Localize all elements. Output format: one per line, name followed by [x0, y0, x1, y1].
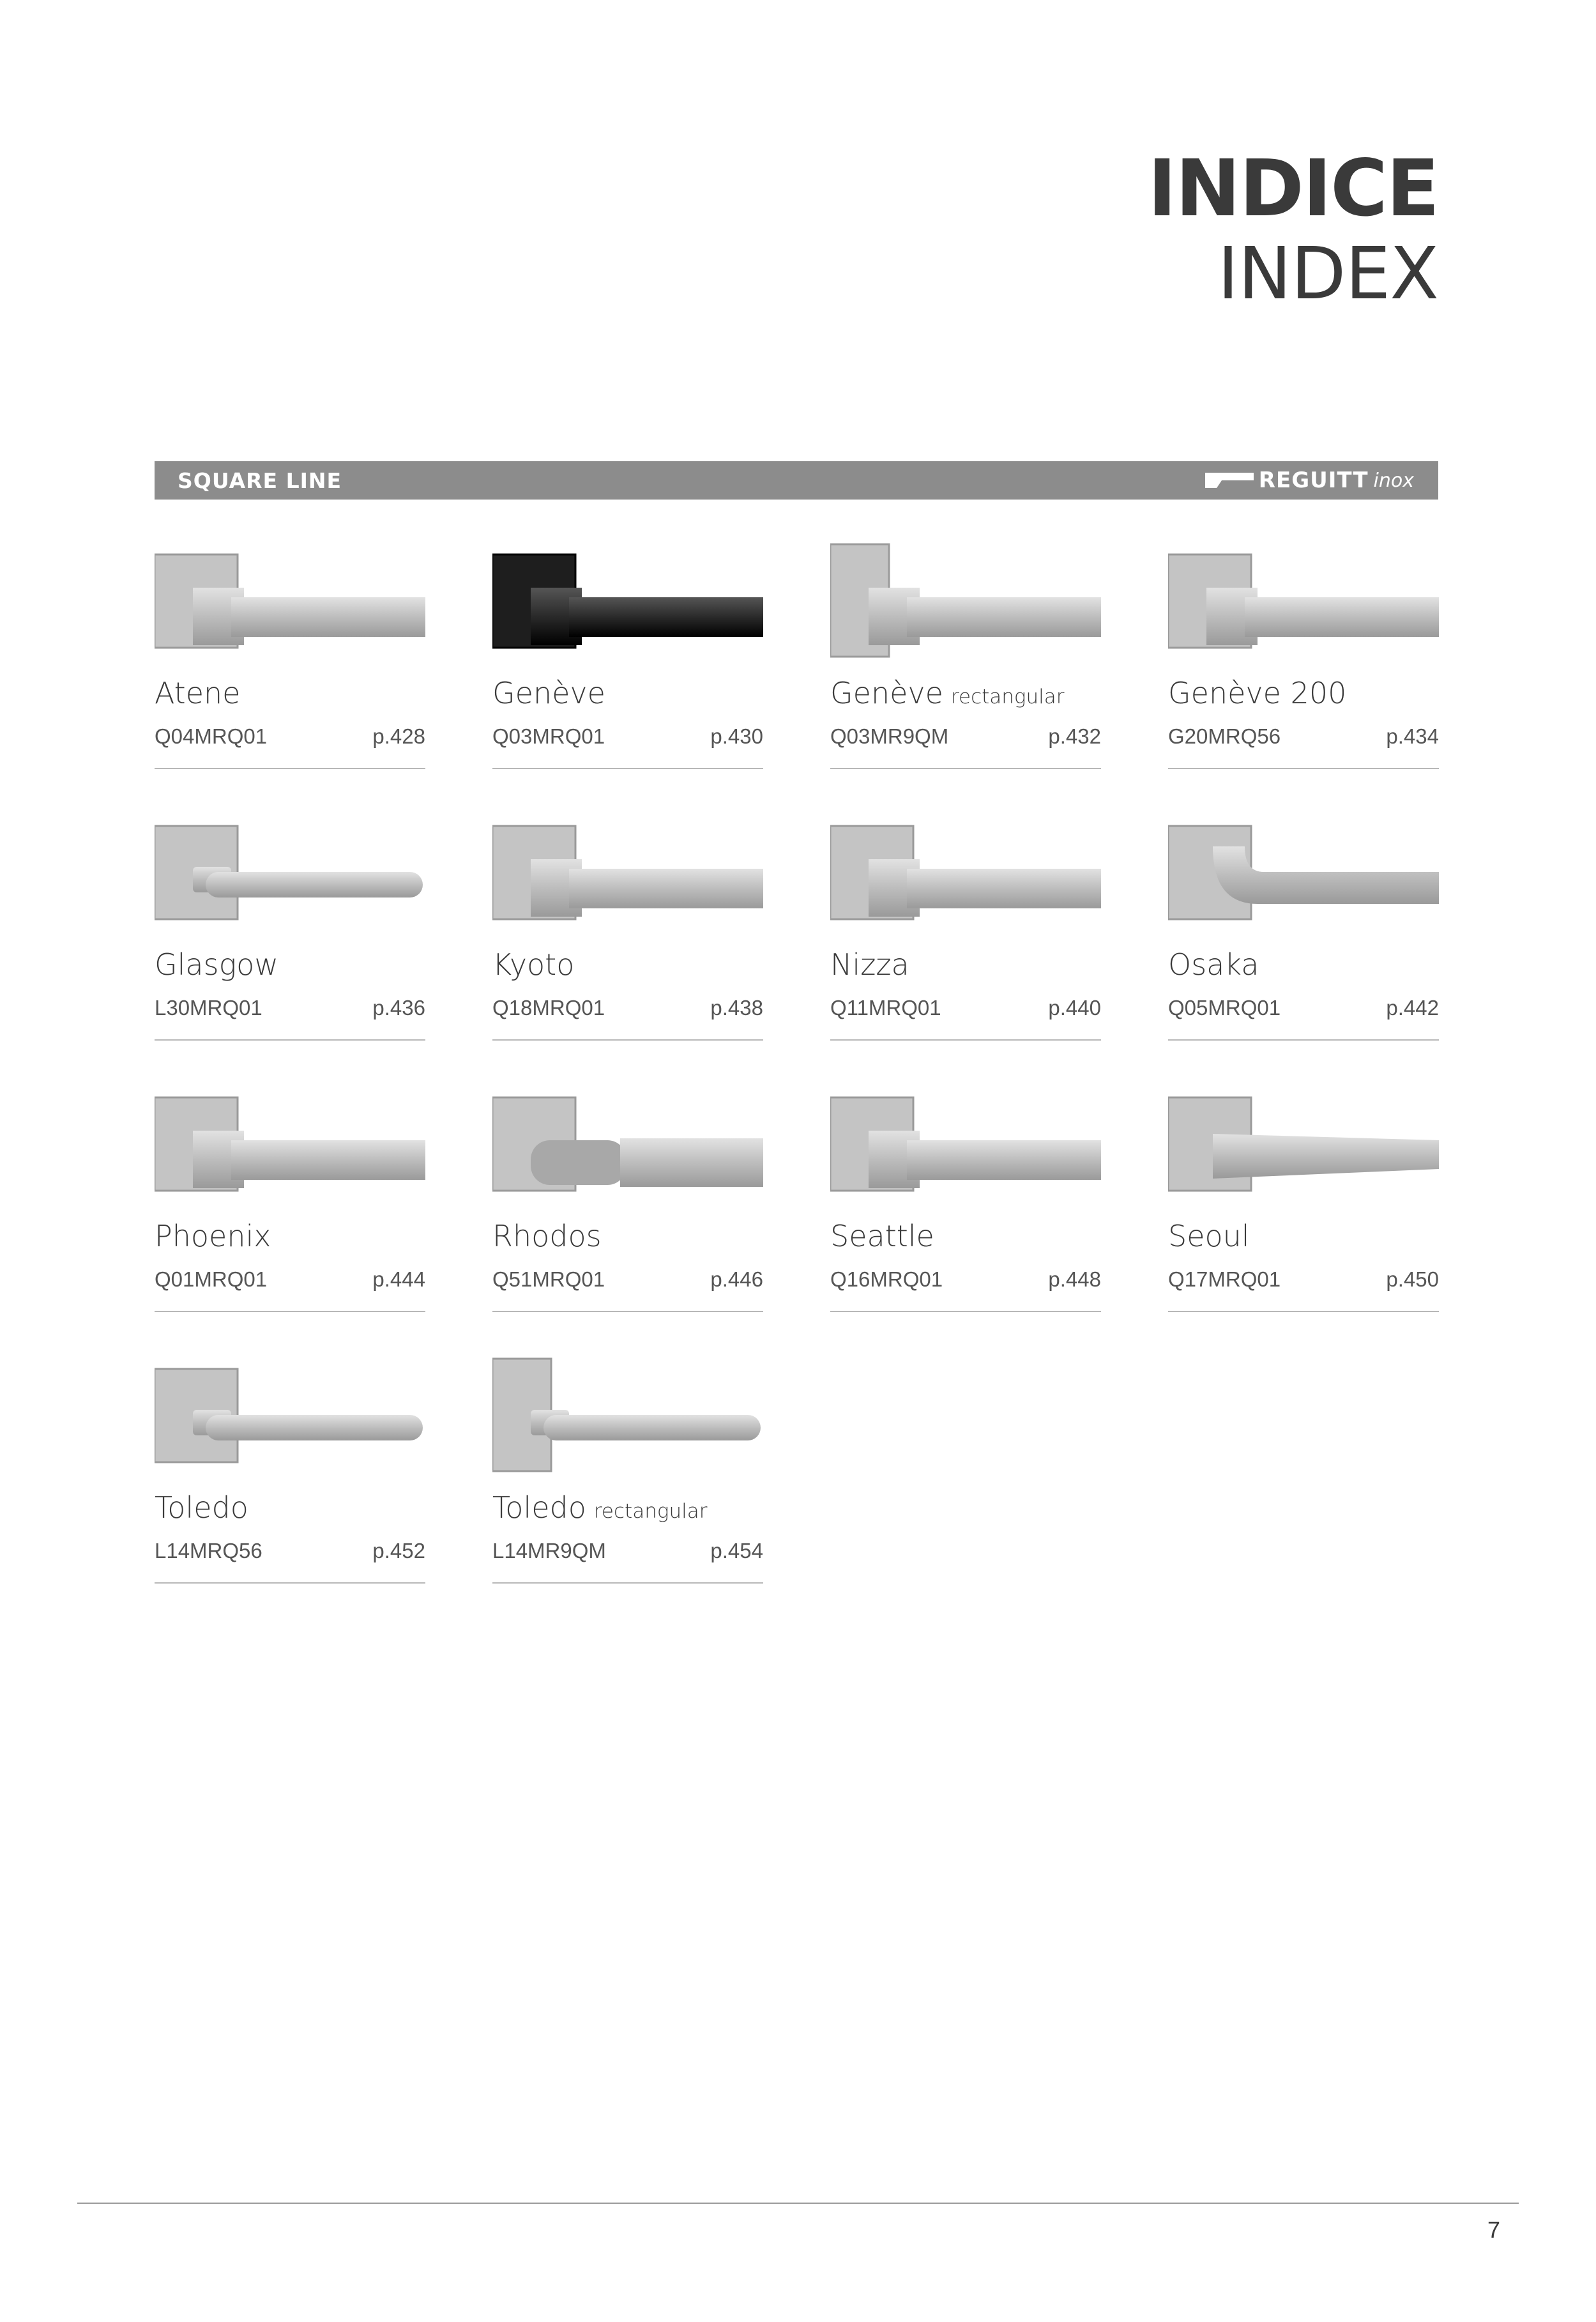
lever-handle-round-bar-icon: [155, 808, 425, 936]
product-code: L14MRQ56: [155, 1539, 262, 1562]
lever-handle-square-rose-icon: [492, 808, 763, 936]
product-page-ref[interactable]: p.446: [710, 1267, 763, 1291]
product-name: Genève: [492, 676, 605, 710]
product-code: Q04MRQ01: [155, 724, 268, 748]
product-page-ref[interactable]: p.428: [372, 724, 425, 748]
lever-handle-square-rose-icon: [830, 1080, 1101, 1207]
product-code: Q03MR9QM: [830, 724, 949, 748]
product-divider: [830, 1311, 1101, 1312]
product-page-ref[interactable]: p.454: [710, 1539, 763, 1562]
footer-divider: [77, 2203, 1519, 2204]
product-name: Seattle: [830, 1219, 934, 1253]
product-divider: [492, 1039, 763, 1041]
lever-handle-tapered-icon: [1168, 1080, 1439, 1207]
lever-handle-round-bar-icon: [155, 1351, 425, 1479]
product-page-ref[interactable]: p.450: [1386, 1267, 1439, 1291]
brand-suffix: inox: [1373, 469, 1414, 492]
product-code: Q17MRQ01: [1168, 1267, 1281, 1291]
product-name: Glasgow: [155, 947, 278, 982]
product-divider: [1168, 1311, 1439, 1312]
lever-handle-curved-icon: [1168, 808, 1439, 936]
product-code: Q01MRQ01: [155, 1267, 268, 1291]
product-divider: [155, 768, 425, 769]
product-code: G20MRQ56: [1168, 724, 1281, 748]
product-divider: [1168, 768, 1439, 769]
product-code: Q03MRQ01: [492, 724, 605, 748]
lever-handle-rectangular-rose-icon: [830, 537, 1101, 664]
page-title-english: INDEX: [1217, 233, 1438, 316]
brand-name: REGUITT: [1258, 468, 1369, 493]
product-page-ref[interactable]: p.430: [710, 724, 763, 748]
product-divider: [155, 1582, 425, 1584]
lever-handle-square-rose-icon: [492, 537, 763, 664]
section-title: SQUARE LINE: [178, 468, 342, 493]
product-name: Genève 200: [1168, 676, 1347, 710]
product-name: Seoul: [1168, 1219, 1250, 1253]
lever-handle-square-rose-icon: [1168, 537, 1439, 664]
product-divider: [155, 1311, 425, 1312]
product-name: Atene: [155, 676, 241, 710]
page-number: 7: [1487, 2217, 1500, 2243]
product-code: Q05MRQ01: [1168, 996, 1281, 1020]
product-divider: [155, 1039, 425, 1041]
product-divider: [1168, 1039, 1439, 1041]
product-page-ref[interactable]: p.452: [372, 1539, 425, 1562]
product-divider: [830, 768, 1101, 769]
section-header-bar: [155, 461, 1438, 500]
product-code: L14MR9QM: [492, 1539, 606, 1562]
product-divider: [830, 1039, 1101, 1041]
product-page-ref[interactable]: p.444: [372, 1267, 425, 1291]
product-page-ref[interactable]: p.448: [1048, 1267, 1101, 1291]
product-page-ref[interactable]: p.440: [1048, 996, 1101, 1020]
lever-handle-square-rose-icon: [155, 537, 425, 664]
product-name: Nizza: [830, 947, 909, 982]
reguitti-logo-mark-icon: [1205, 471, 1254, 490]
product-divider: [492, 768, 763, 769]
product-page-ref[interactable]: p.438: [710, 996, 763, 1020]
product-name: Osaka: [1168, 947, 1259, 982]
page-heading: [1148, 144, 1438, 315]
product-page-ref[interactable]: p.432: [1048, 724, 1101, 748]
product-page-ref[interactable]: p.434: [1386, 724, 1439, 748]
product-page-ref[interactable]: p.436: [372, 996, 425, 1020]
product-name: Toledo rectangular: [492, 1490, 708, 1525]
product-divider: [492, 1582, 763, 1584]
product-name: Rhodos: [492, 1219, 602, 1253]
brand-logo: [1205, 468, 1414, 493]
product-divider: [492, 1311, 763, 1312]
product-name: Phoenix: [155, 1219, 271, 1253]
product-code: Q51MRQ01: [492, 1267, 605, 1291]
product-name: Genève rectangular: [830, 676, 1065, 710]
page-title-italian: INDICE: [1147, 143, 1438, 234]
product-name: Kyoto: [492, 947, 575, 982]
product-name: Toledo: [155, 1490, 248, 1525]
product-code: Q11MRQ01: [830, 996, 941, 1020]
lever-handle-round-bar-rectangular-rose-icon: [492, 1351, 763, 1479]
product-code: Q16MRQ01: [830, 1267, 943, 1291]
lever-handle-square-rose-icon: [830, 808, 1101, 936]
product-name-suffix: rectangular: [593, 1500, 708, 1523]
lever-handle-square-rose-icon: [155, 1080, 425, 1207]
product-code: L30MRQ01: [155, 996, 262, 1020]
product-name-suffix: rectangular: [950, 685, 1065, 708]
lever-handle-two-tone-icon: [492, 1080, 763, 1207]
product-code: Q18MRQ01: [492, 996, 605, 1020]
product-page-ref[interactable]: p.442: [1386, 996, 1439, 1020]
